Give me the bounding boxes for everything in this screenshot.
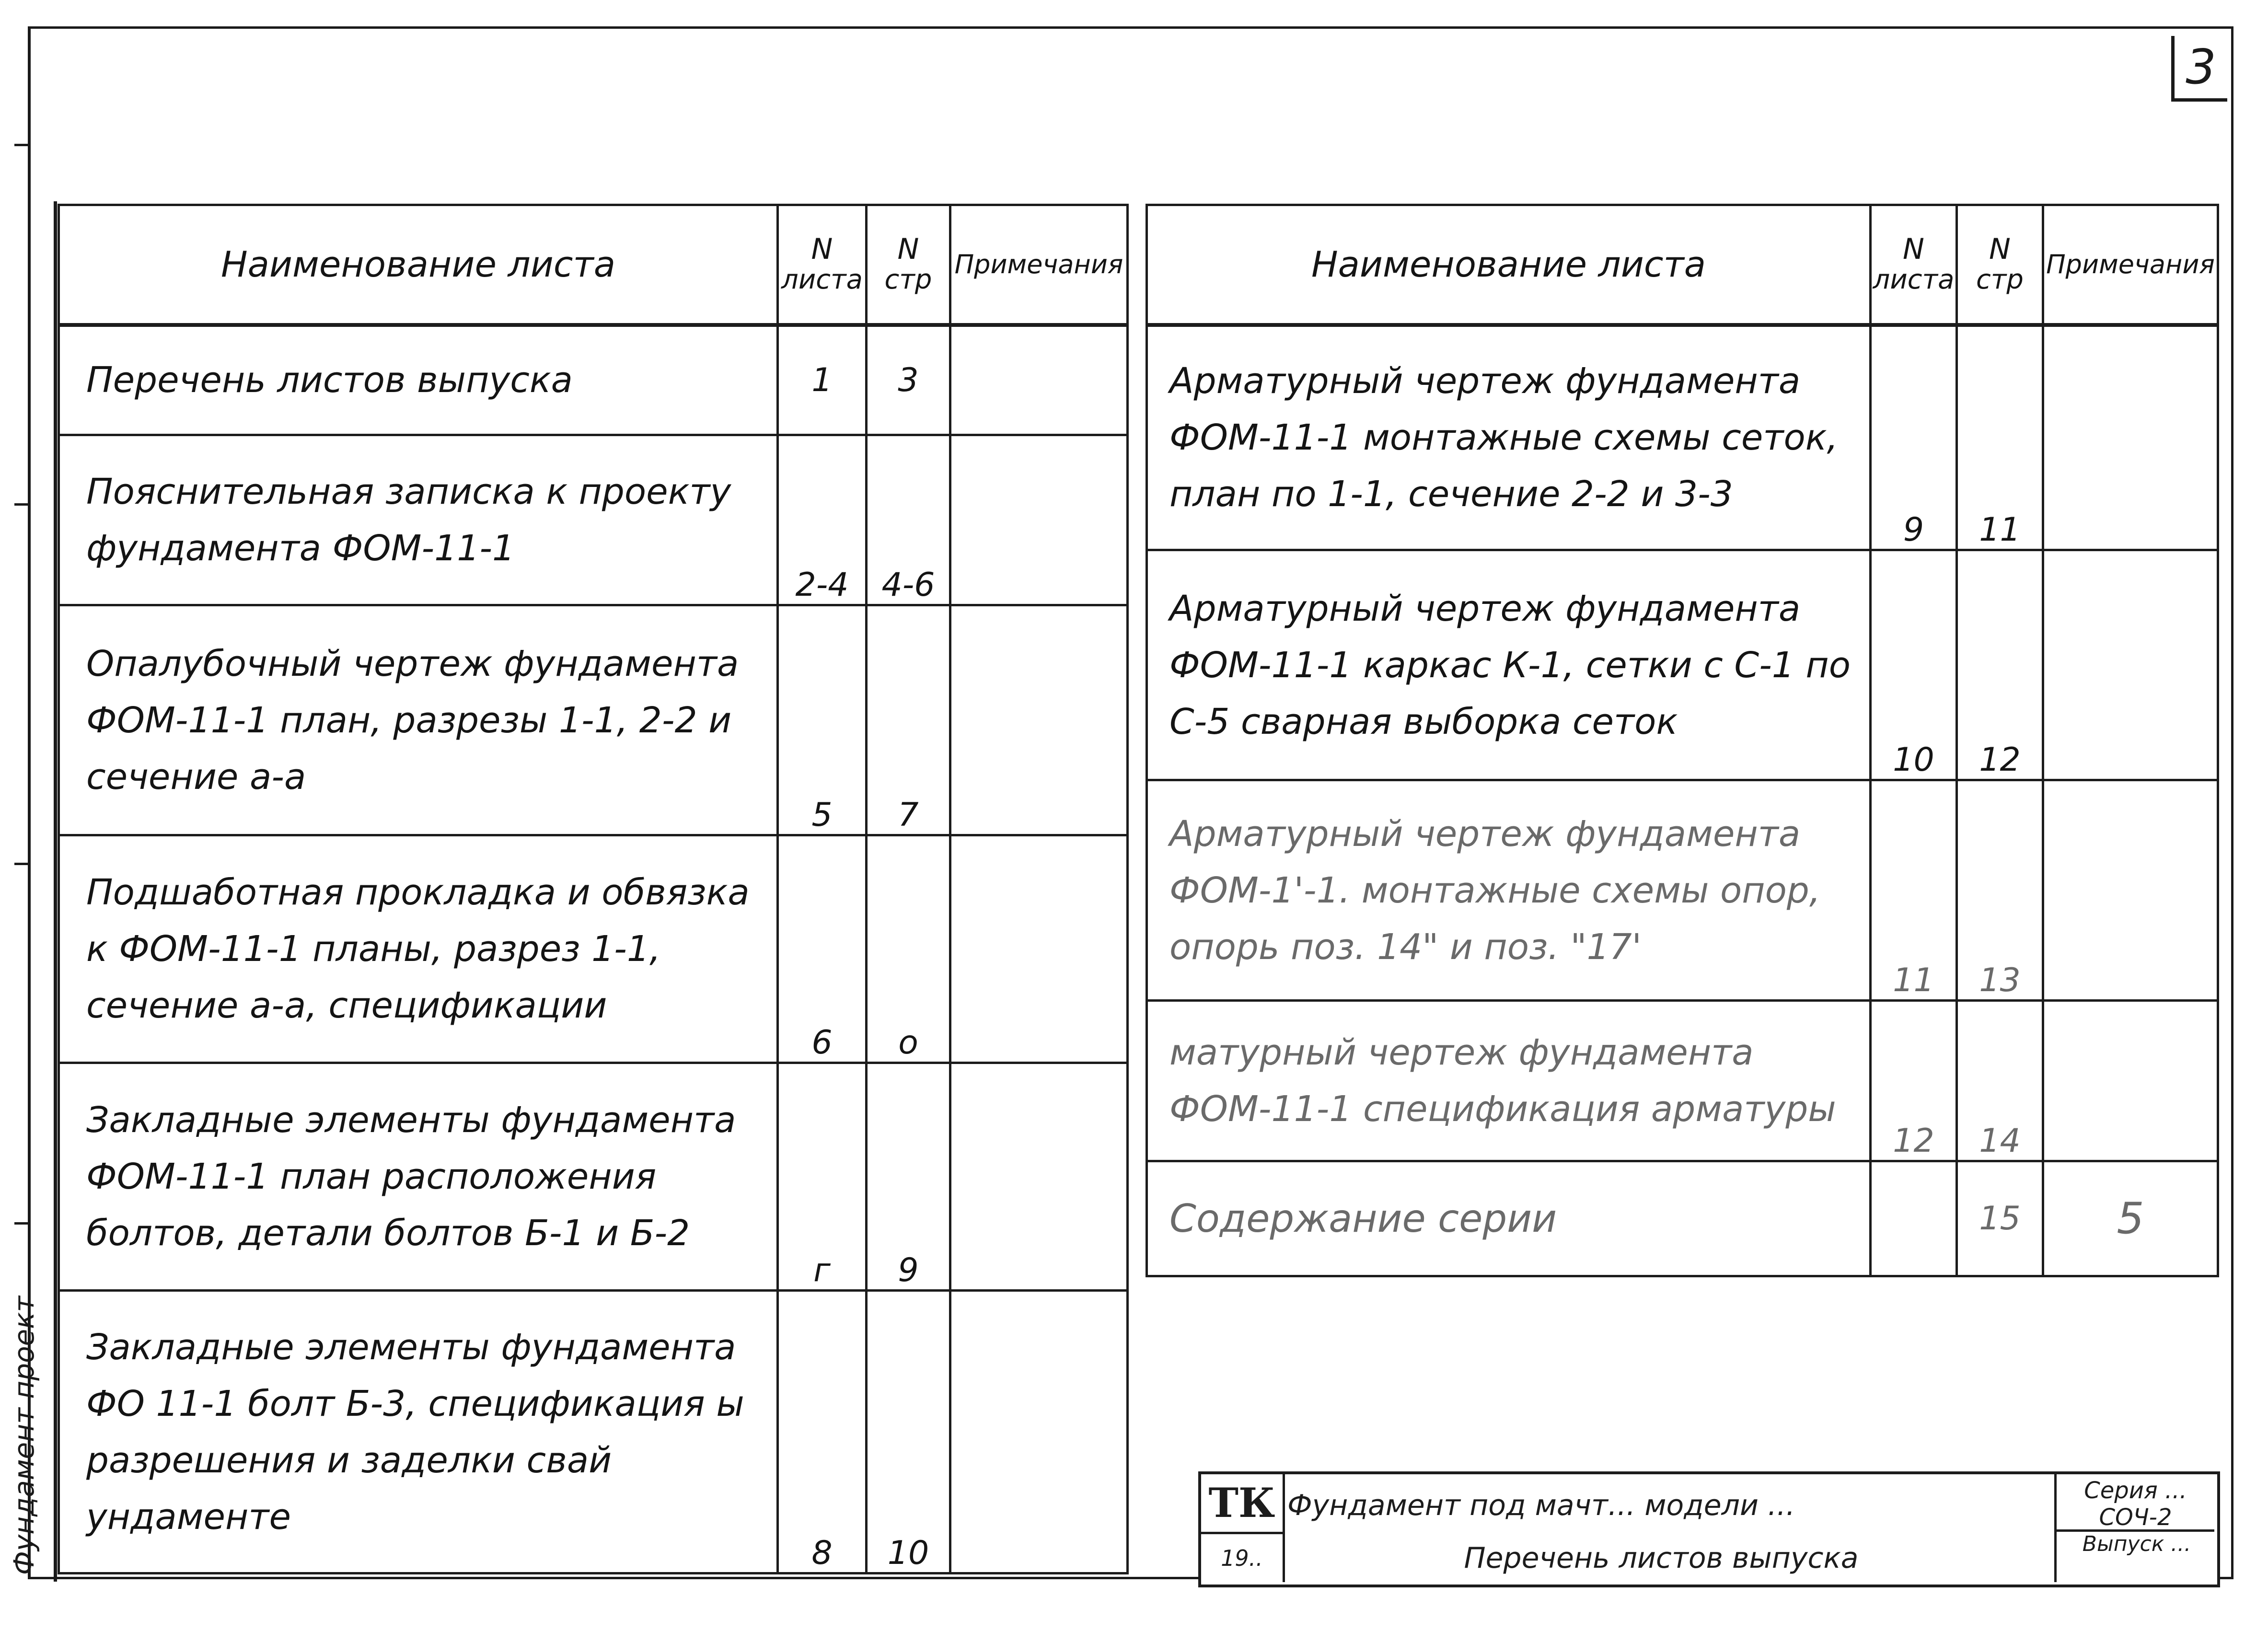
header-page-label: стр (884, 264, 932, 295)
row-name: Перечень листов выпуска (59, 325, 778, 435)
row-note (950, 325, 1128, 435)
table-row (59, 605, 1128, 835)
row-name: Арматурный чертеж фундамента ФОМ-1'-1. монтажные схемы опор, опорь поз. 14" и поз. "17' (1147, 780, 1871, 1001)
row-page: 9 (867, 1063, 950, 1291)
page-number: 3 (2171, 36, 2227, 102)
table-row (1147, 550, 2218, 780)
title-block-stamp (1198, 1471, 2220, 1587)
row-name: Содержание серии (1147, 1161, 1871, 1276)
header-sheet-label: листа (781, 264, 863, 295)
row-name: Закладные элементы фундамента ФО 11-1 болт Б-3, спецификация ы разрешения и заделки свай ундаменте (59, 1291, 778, 1573)
header-sheet-name: Наименование листа (1147, 205, 1871, 325)
frame-right-line (2231, 26, 2233, 1579)
table-row (59, 1063, 1128, 1291)
header-n-mark: N (897, 232, 919, 266)
row-note (950, 435, 1128, 605)
table-row (1147, 780, 2218, 1001)
row-sheet: 6 (778, 835, 867, 1063)
header-page-number (1957, 205, 2043, 325)
row-page: 7 (867, 605, 950, 835)
table-row (59, 325, 1128, 435)
row-name: Арматурный чертеж фундамента ФОМ-11-1 каркас К-1, сетки с С-1 по С-5 сварная выборка сеток (1147, 550, 1871, 780)
table-header-row (59, 205, 1128, 325)
header-notes: Примечания (950, 205, 1128, 325)
row-note (2043, 1001, 2218, 1161)
row-note (950, 605, 1128, 835)
header-n-mark: N (1903, 232, 1924, 266)
side-label: Фундамент проект (8, 1296, 40, 1575)
header-sheet-number (1871, 205, 1957, 325)
header-sheet-name: Наименование листа (59, 205, 778, 325)
stamp-subtitle: Перечень листов выпуска (1464, 1541, 1859, 1575)
header-sheet-number (778, 205, 867, 325)
row-name: Закладные элементы фундамента ФОМ-11-1 план расположения болтов, детали болтов Б-1 и Б-2 (59, 1063, 778, 1291)
row-sheet: 2-4 (778, 435, 867, 605)
row-sheet: 12 (1871, 1001, 1957, 1161)
stamp-title: Фундамент под мачт... модели ... (1287, 1489, 1795, 1522)
header-n-mark: N (1989, 232, 2011, 266)
row-note: 5 (2043, 1161, 2218, 1276)
row-page: 14 (1957, 1001, 2043, 1161)
stamp-series: Серия ... СОЧ-2 (2054, 1474, 2214, 1532)
row-page: 10 (867, 1291, 950, 1573)
row-page: о (867, 835, 950, 1063)
margin-tick (14, 863, 29, 865)
row-name: Арматурный чертеж фундамента ФОМ-11-1 монтажные схемы сеток, план по 1-1, сечение 2-2 и 3-3 (1147, 325, 1871, 550)
table-header-row (1147, 205, 2218, 325)
right-sheet-table (1146, 204, 2219, 1277)
row-page: 3 (867, 325, 950, 435)
row-page: 13 (1957, 780, 2043, 1001)
row-note (950, 835, 1128, 1063)
margin-tick (14, 503, 29, 506)
row-sheet: 9 (1871, 325, 1957, 550)
stamp-year: 19.. (1201, 1534, 1285, 1582)
row-page: 12 (1957, 550, 2043, 780)
row-sheet: г (778, 1063, 867, 1291)
row-sheet: 5 (778, 605, 867, 835)
frame-left-outer-line (54, 201, 57, 1582)
organization-logo: ТК (1201, 1474, 1285, 1534)
header-notes: Примечания (2043, 205, 2218, 325)
header-page-label: стр (1976, 264, 2024, 295)
header-sheet-label: листа (1873, 264, 1955, 295)
row-note (2043, 780, 2218, 1001)
row-name: матурный чертеж фундамента ФОМ-11-1 спецификация арматуры (1147, 1001, 1871, 1161)
table-row (1147, 1001, 2218, 1161)
table-row (59, 1291, 1128, 1573)
row-name: Подшаботная прокладка и обвязка к ФОМ-11-1 планы, разрез 1-1, сечение а-а, спецификации (59, 835, 778, 1063)
left-sheet-table (58, 204, 1129, 1574)
table-row (59, 435, 1128, 605)
row-sheet: 1 (778, 325, 867, 435)
row-page: 11 (1957, 325, 2043, 550)
row-sheet: 11 (1871, 780, 1957, 1001)
row-note (950, 1291, 1128, 1573)
frame-top-line (29, 26, 2233, 29)
row-sheet: 10 (1871, 550, 1957, 780)
table-row (1147, 325, 2218, 550)
table-row (59, 835, 1128, 1063)
row-page: 4-6 (867, 435, 950, 605)
stamp-sheet: Выпуск ... (2054, 1532, 2217, 1582)
margin-tick (14, 1222, 29, 1225)
row-name: Пояснительная записка к проекту фундамента ФОМ-11-1 (59, 435, 778, 605)
row-page: 15 (1957, 1161, 2043, 1276)
row-note (950, 1063, 1128, 1291)
row-name: Опалубочный чертеж фундамента ФОМ-11-1 план, разрезы 1-1, 2-2 и сечение а-а (59, 605, 778, 835)
row-note (2043, 550, 2218, 780)
row-sheet: 8 (778, 1291, 867, 1573)
row-note (2043, 325, 2218, 550)
margin-tick (14, 144, 29, 146)
row-sheet (1871, 1161, 1957, 1276)
header-n-mark: N (811, 232, 833, 266)
header-page-number (867, 205, 950, 325)
table-row (1147, 1161, 2218, 1276)
